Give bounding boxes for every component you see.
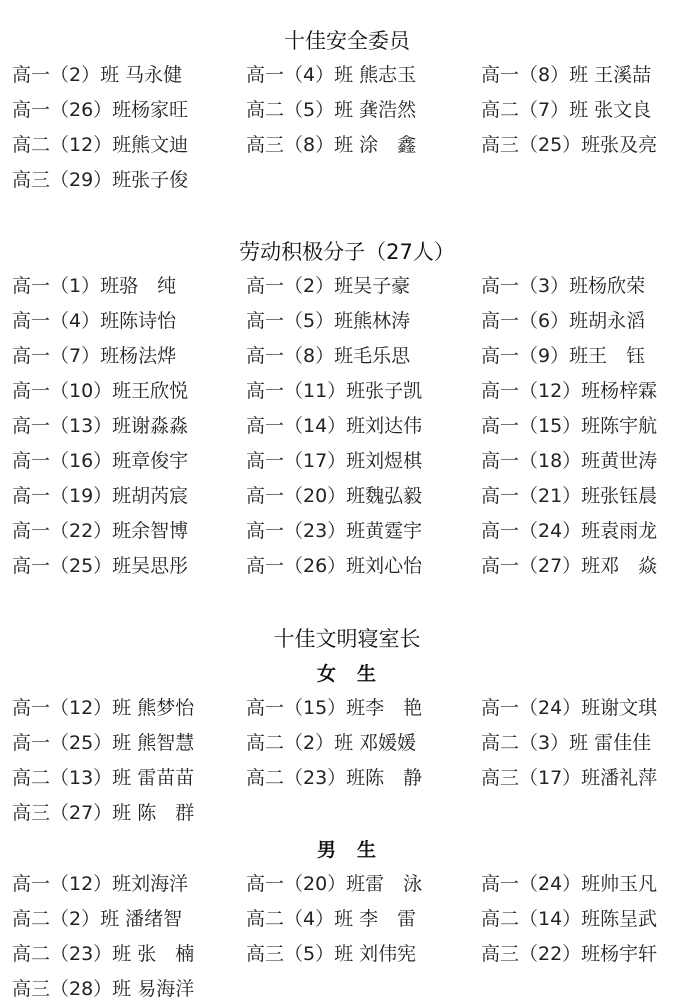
name-entry: 高一（16）班章俊宇	[12, 450, 189, 472]
name-row	[0, 904, 694, 934]
name-row	[0, 551, 694, 581]
name-entry: 高一（13）班谢淼淼	[12, 415, 189, 437]
name-entry: 高三（27）班 陈 群	[12, 802, 195, 824]
name-entry: 高一（1）班骆 纯	[12, 275, 177, 297]
name-row	[0, 516, 694, 546]
name-row	[0, 763, 694, 793]
name-entry: 高二（2）班 潘绪智	[12, 908, 183, 930]
name-entry: 高一（8）班 王溪喆	[481, 64, 652, 86]
name-entry: 高三（28）班 易海洋	[12, 978, 195, 1000]
name-entry: 高一（18）班黄世涛	[481, 450, 658, 472]
name-row	[0, 341, 694, 371]
name-entry: 高一（25）班 熊智慧	[12, 732, 195, 754]
name-entry: 高一（10）班王欣悦	[12, 380, 189, 402]
name-entry: 高一（4）班陈诗怡	[12, 310, 177, 332]
name-entry: 高二（12）班熊文迪	[12, 134, 189, 156]
name-entry: 高一（2）班吴子豪	[246, 275, 411, 297]
name-entry: 高一（2）班 马永健	[12, 64, 183, 86]
female-subheading: 女 生	[316, 663, 377, 685]
name-entry: 高一（26）班杨家旺	[12, 99, 189, 121]
name-entry: 高二（5）班 龚浩然	[246, 99, 417, 121]
name-entry: 高一（17）班刘煜棋	[246, 450, 423, 472]
name-entry: 高三（17）班潘礼萍	[481, 767, 658, 789]
name-entry: 高一（4）班 熊志玉	[246, 64, 417, 86]
name-row	[0, 60, 694, 90]
name-entry: 高二（4）班 李 雷	[246, 908, 417, 930]
name-entry: 高一（24）班帅玉凡	[481, 873, 658, 895]
name-row	[0, 446, 694, 476]
name-entry: 高一（7）班杨法烨	[12, 345, 177, 367]
section-title-dorm-leaders: 十佳文明寝室长	[273, 627, 421, 651]
name-entry: 高一（24）班谢文琪	[481, 697, 658, 719]
name-entry: 高三（5）班 刘伟宪	[246, 943, 417, 965]
name-entry: 高三（25）班张及亮	[481, 134, 658, 156]
section-title-safety-committee: 十佳安全委员	[284, 29, 410, 53]
name-entry: 高一（20）班魏弘毅	[246, 485, 423, 507]
name-entry: 高二（14）班陈呈武	[481, 908, 658, 930]
name-row	[0, 939, 694, 969]
name-row	[0, 376, 694, 406]
name-entry: 高一（3）班杨欣荣	[481, 275, 646, 297]
name-row	[0, 95, 694, 125]
name-entry: 高一（22）班余智博	[12, 520, 189, 542]
name-row	[0, 271, 694, 301]
name-entry: 高一（15）班陈宇航	[481, 415, 658, 437]
name-entry: 高二（23）班陈 静	[246, 767, 423, 789]
name-entry: 高一（12）班刘海洋	[12, 873, 189, 895]
name-row	[0, 411, 694, 441]
name-entry: 高三（29）班张子俊	[12, 169, 189, 191]
name-entry: 高二（13）班 雷苗苗	[12, 767, 195, 789]
name-row	[0, 481, 694, 511]
name-row	[0, 165, 694, 195]
name-entry: 高三（22）班杨宇轩	[481, 943, 658, 965]
name-entry: 高一（20）班雷 泳	[246, 873, 423, 895]
name-row	[0, 693, 694, 723]
name-entry: 高二（23）班 张 楠	[12, 943, 195, 965]
name-entry: 高二（2）班 邓媛媛	[246, 732, 417, 754]
name-entry: 高一（9）班王 钰	[481, 345, 646, 367]
name-row	[0, 974, 694, 1004]
name-row	[0, 306, 694, 336]
name-entry: 高一（27）班邓 焱	[481, 555, 658, 577]
name-row	[0, 130, 694, 160]
name-row	[0, 869, 694, 899]
name-entry: 高一（12）班 熊梦怡	[12, 697, 195, 719]
name-entry: 高一（14）班刘达伟	[246, 415, 423, 437]
name-entry: 高二（3）班 雷佳佳	[481, 732, 652, 754]
name-entry: 高一（24）班袁雨龙	[481, 520, 658, 542]
section-title-labor-activists: 劳动积极分子（27人）	[239, 240, 455, 264]
male-subheading: 男 生	[316, 839, 377, 861]
name-entry: 高一（21）班张钰晨	[481, 485, 658, 507]
name-entry: 高一（15）班李 艳	[246, 697, 423, 719]
name-entry: 高一（6）班胡永滔	[481, 310, 646, 332]
name-entry: 高一（11）班张子凯	[246, 380, 423, 402]
name-entry: 高一（5）班熊林涛	[246, 310, 411, 332]
name-entry: 高一（25）班吴思彤	[12, 555, 189, 577]
name-entry: 高一（19）班胡芮宸	[12, 485, 189, 507]
name-entry: 高一（23）班黄霆宇	[246, 520, 423, 542]
name-entry: 高三（8）班 涂 鑫	[246, 134, 417, 156]
name-entry: 高一（12）班杨梓霖	[481, 380, 658, 402]
name-entry: 高一（8）班毛乐思	[246, 345, 411, 367]
name-entry: 高二（7）班 张文良	[481, 99, 652, 121]
name-row	[0, 728, 694, 758]
name-entry: 高一（26）班刘心怡	[246, 555, 423, 577]
name-row	[0, 798, 694, 828]
